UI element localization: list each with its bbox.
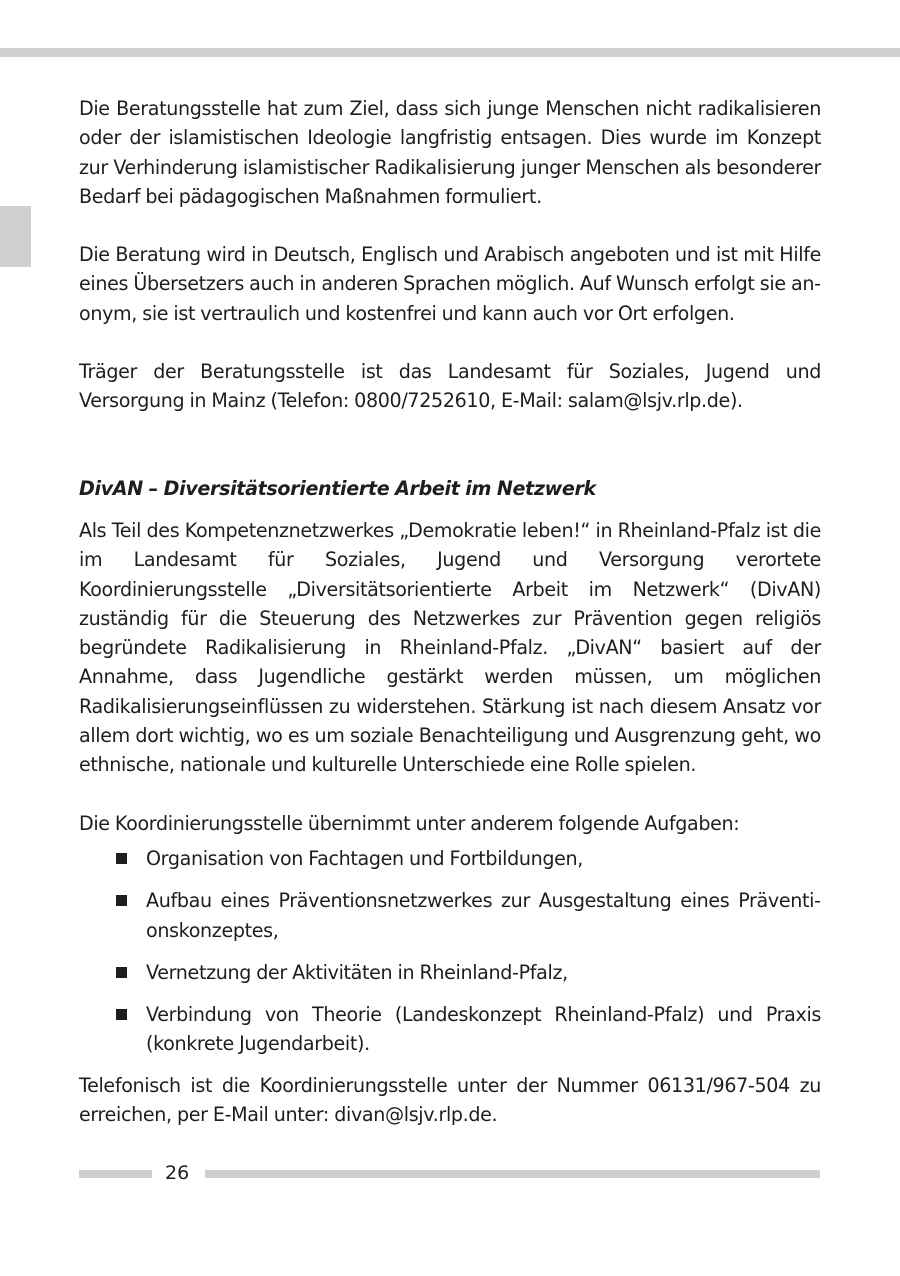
header-rule bbox=[0, 48, 900, 57]
section-heading: DivAN – Diversitätsorientierte Arbeit im Netzwerk bbox=[79, 476, 596, 500]
list-item-text: Vernetzung der Aktivitäten in Rheinland-Pfalz, bbox=[146, 960, 568, 984]
paragraph-contact: Telefonisch ist die Koordinierungsstelle unter der Nummer 06131/967-504 zu erreichen, per E-Mail unter: divan@lsjv.rlp.de. bbox=[79, 1073, 821, 1127]
paragraph-divan-intro: Als Teil des Kompetenznetzwerkes „Demokratie leben!“ in Rheinland-Pfalz ist die im Landesamt für Soziales, Jugend und Versorgung verortete Koordinierungsstelle „Diversitätsorientierte Arbeit im Netzwerk“ (DivAN) zuständig für die Steuerung des Netzwerkes zur Prävention gegen religiös begründete Radikalisierung in Rheinland-Pfalz. „DivAN“ basiert auf der Annahme, dass Jugendliche gestärkt werden müssen, um möglichen Radikalisierungseinflüssen zu widerstehen. Stärkung ist nach diesem Ansatz vor allem dort wichtig, wo es um soziale Benachteiligung und Ausgrenzung geht, wo ethnische, nationale und kulturelle Unterschiede eine Rolle spielen. bbox=[79, 518, 821, 777]
paragraph-goal: Die Beratungsstelle hat zum Ziel, dass sich junge Menschen nicht radikalisieren oder der islamistischen Ideologie langfristig entsagen. Dies wurde im Konzept zur Verhinderung islamistischer Radikalisierung junger Menschen als besonderer Bedarf bei pädagogischen Maßnahmen formuliert. bbox=[79, 97, 821, 208]
paragraph-tasks-intro: Die Koordinierungsstelle übernimmt unter anderem folgende Aufgaben: bbox=[79, 811, 740, 835]
task-list bbox=[79, 844, 821, 1059]
page-number: 26 bbox=[165, 1162, 190, 1184]
list-item bbox=[79, 958, 821, 987]
square-bullet-icon bbox=[116, 1009, 127, 1020]
square-bullet-icon bbox=[116, 853, 127, 864]
page-body bbox=[79, 94, 821, 1129]
list-item-text: Aufbau eines Präventionsnetzwerkes zur Ausgestaltung eines Präventionskonzeptes, bbox=[146, 889, 821, 942]
paragraph-provider: Träger der Beratungsstelle ist das Landesamt für Soziales, Jugend und Versorgung in Mainz (Telefon: 0800/7252610, E-Mail: salam@lsjv.rlp.de). bbox=[79, 360, 821, 413]
chapter-tab-marker bbox=[0, 206, 31, 267]
list-item bbox=[79, 1000, 821, 1059]
square-bullet-icon bbox=[116, 895, 127, 906]
square-bullet-icon bbox=[116, 967, 127, 978]
list-item bbox=[79, 886, 821, 945]
list-item-text: Verbindung von Theorie (Landeskonzept Rheinland-Pfalz) und Praxis (konkrete Jugendarbeit). bbox=[146, 1003, 821, 1056]
footer-rule-left bbox=[79, 1170, 152, 1178]
list-item-text: Organisation von Fachtagen und Fortbildungen, bbox=[146, 846, 584, 870]
paragraph-languages: Die Beratung wird in Deutsch, Englisch und Arabisch angeboten und ist mit Hilfe eines Übersetzers auch in anderen Sprachen möglich. Auf Wunsch erfolgt sie anonym, sie ist vertraulich und kostenfrei und kann auch vor Ort erfolgen. bbox=[79, 243, 821, 325]
list-item bbox=[79, 844, 821, 873]
footer-rule-right bbox=[205, 1170, 820, 1178]
